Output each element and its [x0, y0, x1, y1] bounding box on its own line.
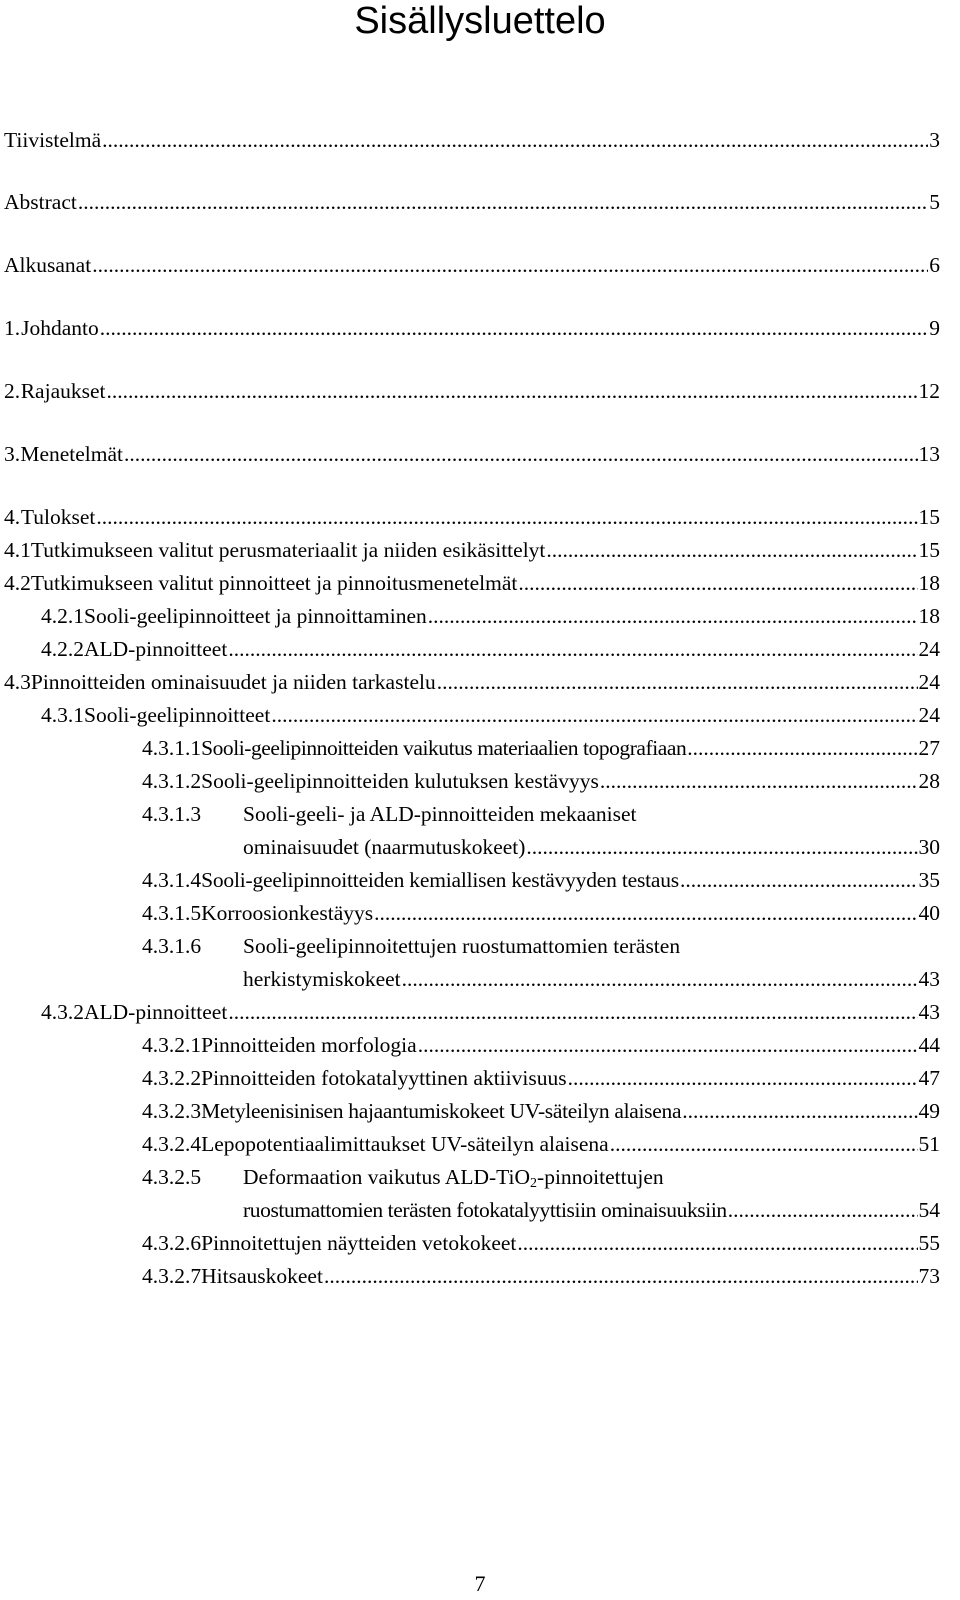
toc-entry[interactable]: [243, 1194, 940, 1226]
toc-entry-number: 4.3: [4, 670, 31, 694]
toc-entry[interactable]: [4, 186, 940, 218]
toc-entry-number: 4.3.2.1: [142, 1033, 202, 1057]
toc-leader-dots: [228, 996, 917, 1028]
toc-entry-multiline-head[interactable]: [142, 798, 636, 830]
toc-entry-label: Johdanto: [21, 316, 99, 340]
toc-entry-number: 1.: [4, 316, 21, 340]
toc-entry-number: 4.3.1.6: [142, 934, 202, 958]
toc-leader-dots: [680, 864, 918, 896]
toc-leader-dots: [568, 1062, 918, 1094]
toc-entry-number: 4.3.2.5: [142, 1165, 202, 1189]
toc-leader-dots: [78, 186, 928, 218]
toc-entry[interactable]: [142, 1128, 940, 1160]
toc-entry[interactable]: [4, 567, 940, 599]
toc-entry-label: ALD-pinnoitteet: [84, 637, 228, 661]
toc-entry-label: Lepopotentiaalimittaukset UV-säteilyn alaisena: [201, 1132, 609, 1156]
toc-leader-dots: [124, 438, 917, 470]
toc-entry-label: Pinnoitteiden ominaisuudet ja niiden tarkastelu: [30, 670, 436, 694]
toc-entry-page: 43: [918, 1000, 940, 1024]
toc-entry-number: 4.3.2: [41, 1000, 84, 1024]
toc-entry-label: Pinnoitteiden morfologia: [201, 1033, 417, 1057]
toc-entry-number: 4.3.1: [41, 703, 84, 727]
toc-entry[interactable]: [142, 1260, 940, 1292]
toc-entry[interactable]: [142, 732, 940, 764]
toc-entry-number: 4.3.2.4: [142, 1132, 202, 1156]
toc-entry[interactable]: [4, 312, 940, 344]
toc-entry-label: Sooli-geelipinnoitteiden vaikutus materiaalien topografiaan: [201, 736, 687, 760]
page-number: 7: [474, 1571, 486, 1596]
toc-entry-page: 9: [929, 316, 940, 340]
toc-entry-multiline-head[interactable]: [142, 930, 680, 962]
toc-entry-number: 4.3.2.6: [142, 1231, 202, 1255]
toc-entry-label: Tulokset: [20, 505, 96, 529]
toc-entry[interactable]: [142, 765, 940, 797]
toc-entry-number: 4.2.2: [41, 637, 84, 661]
toc-entry-label: Korroosionkestäyys: [201, 901, 374, 925]
toc-entry-number: 4.3.1.2: [142, 769, 202, 793]
toc-entry-label: Tutkimukseen valitut pinnoitteet ja pinnoitusmenetelmät: [30, 571, 518, 595]
toc-entry[interactable]: [4, 534, 940, 566]
toc-entry-page: 13: [918, 442, 940, 466]
toc-title: Sisällysluettelo: [354, 0, 606, 42]
toc-entry-label-continued: ruostumattomien terästen fotokatalyyttisiin ominaisuuksiin: [243, 1198, 727, 1222]
toc-leader-dots: [437, 666, 918, 698]
toc-entry-number: 4.1: [4, 538, 31, 562]
toc-entry[interactable]: [41, 996, 940, 1028]
toc-entry-label: Tutkimukseen valitut perusmateriaalit ja niiden esikäsittelyt: [30, 538, 546, 562]
toc-entry-page: 3: [929, 128, 940, 152]
toc-entry-label: Abstract: [4, 190, 77, 214]
toc-entry-page: 12: [918, 379, 940, 403]
toc-entry[interactable]: [4, 666, 940, 698]
toc-entry-page: 30: [918, 835, 940, 859]
toc-leader-dots: [107, 375, 918, 407]
toc-entry-label: Alkusanat: [4, 253, 92, 277]
toc-entry-page: 15: [918, 538, 940, 562]
toc-entry-label: Pinnoitettujen näytteiden vetokokeet: [201, 1231, 517, 1255]
toc-leader-dots: [228, 633, 917, 665]
toc-entry-number: 4.3.2.2: [142, 1066, 202, 1090]
toc-leader-dots: [428, 600, 918, 632]
toc-entry-label: Menetelmät: [20, 442, 124, 466]
toc-entry-number: 4.3.2.7: [142, 1264, 202, 1288]
toc-entry-label: Sooli-geeli- ja ALD-pinnoitteiden mekaaniset: [243, 802, 637, 826]
toc-entry-page: 51: [918, 1132, 940, 1156]
toc-entry-label: Rajaukset: [20, 379, 106, 403]
toc-entry-number: 4.2.1: [41, 604, 84, 628]
toc-entry[interactable]: [142, 1095, 940, 1127]
toc-entry-number: 4.: [4, 505, 21, 529]
toc-entry[interactable]: [142, 1227, 940, 1259]
toc-entry-page: 24: [918, 670, 940, 694]
toc-entry[interactable]: [4, 375, 940, 407]
toc-entry-page: 15: [918, 505, 940, 529]
toc-entry-page: 49: [918, 1099, 940, 1123]
toc-leader-dots: [546, 534, 917, 566]
toc-entry-page: 28: [918, 769, 940, 793]
toc-leader-dots: [374, 897, 917, 929]
toc-entry[interactable]: [4, 249, 940, 281]
toc-entry[interactable]: [41, 600, 940, 632]
toc-entry[interactable]: [243, 831, 940, 863]
toc-entry[interactable]: [142, 1029, 940, 1061]
toc-entry[interactable]: [243, 963, 940, 995]
toc-entry-page: 35: [918, 868, 940, 892]
toc-entry-label: Pinnoitteiden fotokatalyyttinen aktiivisuus: [201, 1066, 567, 1090]
toc-entry-number: 3.: [4, 442, 21, 466]
toc-entry[interactable]: [142, 897, 940, 929]
toc-entry-page: 24: [918, 637, 940, 661]
toc-leader-dots: [418, 1029, 918, 1061]
toc-leader-dots: [96, 501, 917, 533]
toc-entry-page: 43: [918, 967, 940, 991]
toc-entry-label: Deformaation vaikutus ALD-TiO: [243, 1165, 531, 1189]
toc-entry-number: 4.2: [4, 571, 31, 595]
toc-entry-label-continued: ominaisuudet (naarmutuskokeet): [243, 835, 526, 859]
toc-entry-number: 4.3.1.4: [142, 868, 202, 892]
toc-entry-page: 55: [918, 1231, 940, 1255]
toc-entry-label-suffix: -pinnoitettujen: [537, 1165, 664, 1189]
toc-entry-page: 24: [918, 703, 940, 727]
toc-entry[interactable]: [41, 633, 940, 665]
toc-entry[interactable]: [4, 438, 940, 470]
toc-leader-dots: [687, 732, 917, 764]
toc-entry[interactable]: [142, 864, 940, 896]
toc-entry-page: 18: [918, 571, 940, 595]
toc-leader-dots: [682, 1095, 917, 1127]
toc-entry-label: Sooli-geelipinnoitteet: [84, 703, 271, 727]
toc-entry-label: Sooli-geelipinnoitettujen ruostumattomien terästen: [243, 934, 681, 958]
toc-entry[interactable]: [41, 699, 940, 731]
toc-entry-label-subscript: 2: [530, 1176, 538, 1191]
toc-entry-page: 40: [918, 901, 940, 925]
toc-entry-label: Tiivistelmä: [4, 128, 102, 152]
toc-entry-number: 4.3.1.1: [142, 736, 202, 760]
toc-entry-page: 6: [929, 253, 940, 277]
toc-entry-page: 27: [918, 736, 940, 760]
toc-leader-dots: [728, 1194, 918, 1226]
toc-entry-label: Metyleenisinisen hajaantumiskokeet UV-säteilyn alaisena: [201, 1099, 682, 1123]
toc-entry-label: Sooli-geelipinnoitteet ja pinnoittaminen: [84, 604, 427, 628]
toc-entry-page: 73: [918, 1264, 940, 1288]
toc-entry-number: 4.3.1.3: [142, 802, 202, 826]
toc-entry-page: 47: [918, 1066, 940, 1090]
toc-leader-dots: [600, 765, 918, 797]
toc-entry[interactable]: [4, 501, 940, 533]
toc-entry-label: Sooli-geelipinnoitteiden kemiallisen kestävyyden testaus: [201, 868, 679, 892]
toc-leader-dots: [526, 831, 917, 863]
toc-leader-dots: [517, 1227, 917, 1259]
toc-leader-dots: [100, 312, 929, 344]
toc-entry[interactable]: [142, 1062, 940, 1094]
toc-entry-page: 18: [918, 604, 940, 628]
toc-entry-label: Hitsauskokeet: [201, 1264, 323, 1288]
toc-leader-dots: [92, 249, 928, 281]
toc-entry-label: Sooli-geelipinnoitteiden kulutuksen kestävyys: [201, 769, 599, 793]
toc-leader-dots: [324, 1260, 918, 1292]
toc-leader-dots: [518, 567, 917, 599]
toc-entry-page: 5: [929, 190, 940, 214]
toc-entry-page: 44: [918, 1033, 940, 1057]
toc-leader-dots: [402, 963, 918, 995]
toc-entry-label: ALD-pinnoitteet: [84, 1000, 228, 1024]
toc-entry-number: 4.3.2.3: [142, 1099, 202, 1123]
toc-leader-dots: [610, 1128, 918, 1160]
toc-leader-dots: [271, 699, 917, 731]
toc-entry-label-continued: herkistymiskokeet: [243, 967, 401, 991]
toc-entry-number: 4.3.1.5: [142, 901, 202, 925]
toc-leader-dots: [102, 124, 928, 156]
toc-entry-number: 2.: [4, 379, 21, 403]
toc-entry-page: 54: [918, 1198, 940, 1222]
toc-entry[interactable]: [4, 124, 940, 156]
